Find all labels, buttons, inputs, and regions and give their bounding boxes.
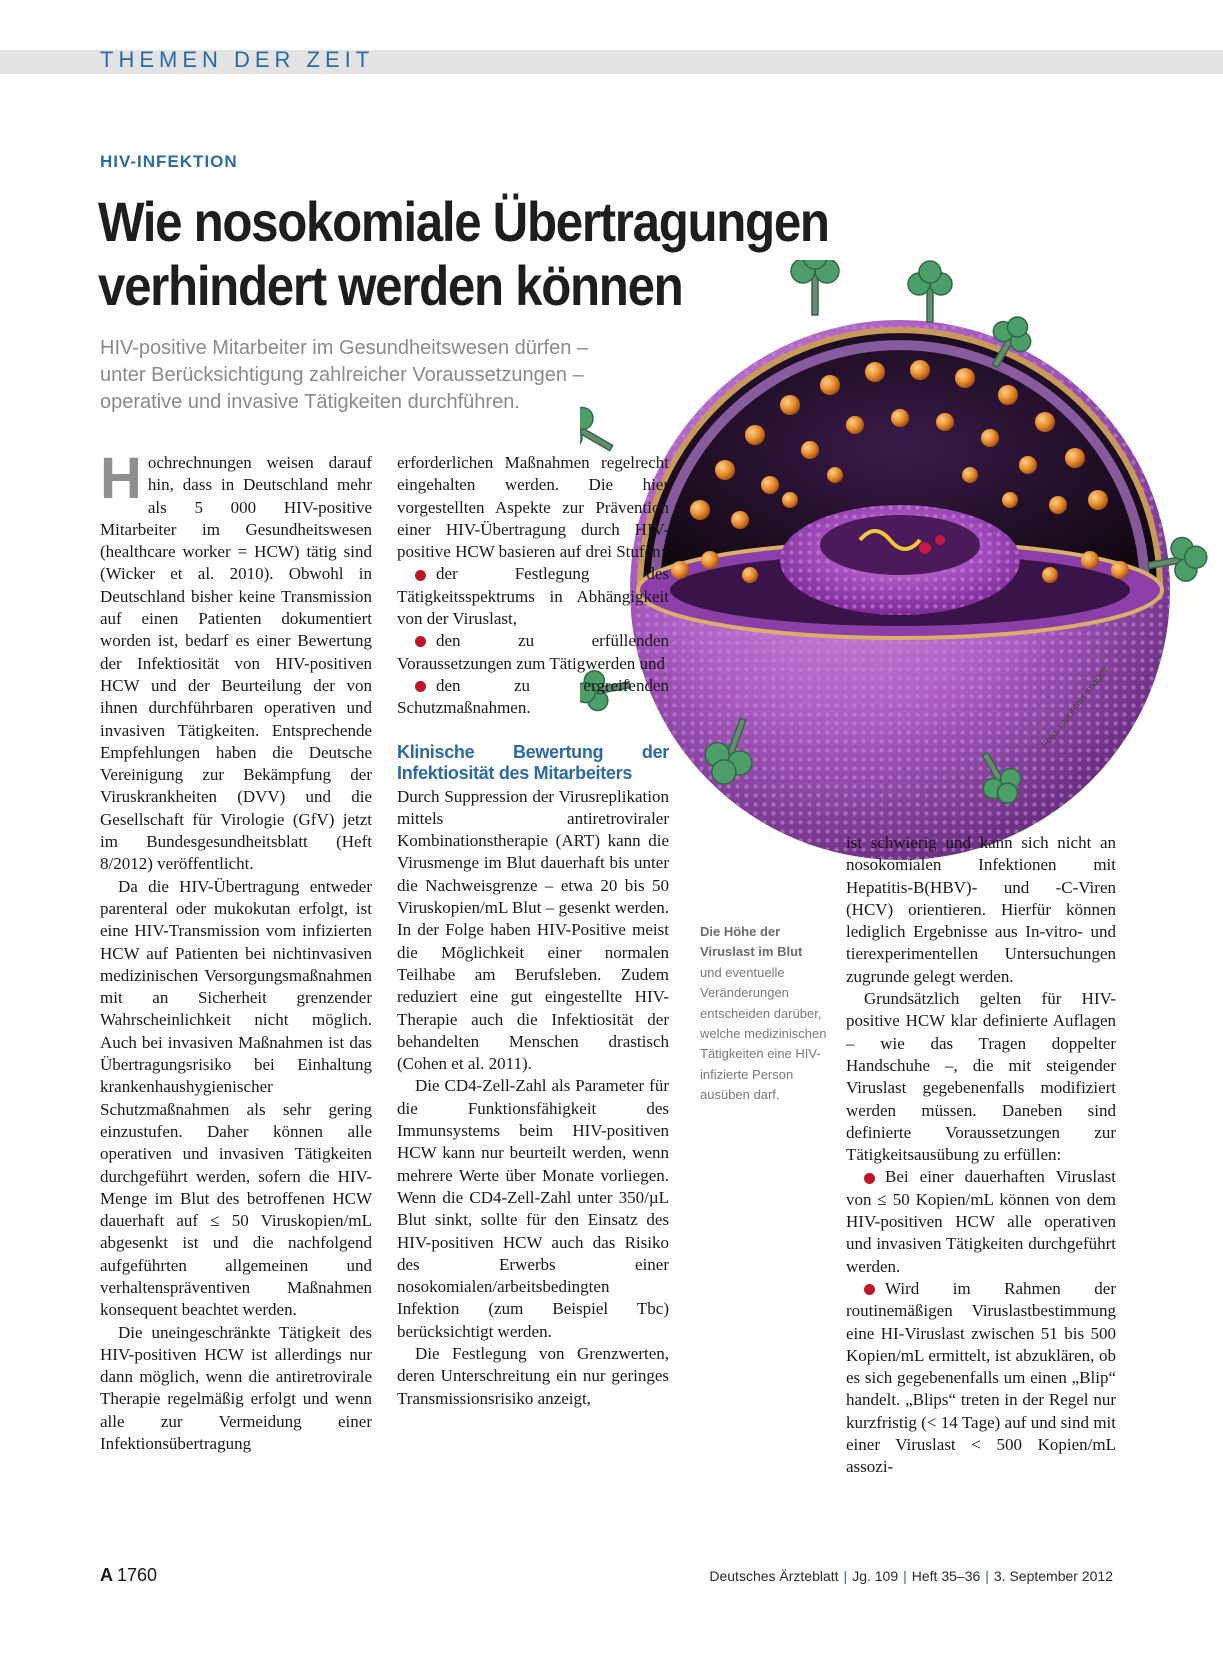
hiv-virus-illustration — [580, 260, 1220, 880]
col1-paragraph-3: Die uneingeschränkte Tätigkeit des HIV-positiven HCW ist allerdings nur dann möglich, wenn die antiretrovirale Therapie regelmäßig erfolgt und wenn alle zur Vermeidung einer Infektionsübertragung — [100, 1322, 372, 1454]
bullet-dot-icon — [415, 681, 426, 692]
col1-paragraph-1 — [100, 446, 372, 876]
footer-separator: | — [985, 1568, 989, 1584]
journal-volume: Jg. 109 — [852, 1568, 899, 1584]
column-2 — [397, 452, 669, 1410]
drop-cap: H — [100, 446, 142, 511]
folio-number: 1760 — [117, 1565, 158, 1585]
headline-line-2: verhindert werden können — [98, 254, 683, 317]
column-3 — [846, 832, 1116, 1479]
caption-text: und eventuelle Veränderungen entscheiden darüber, welche medizinischen Tätigkeiten eine HIV-infizierte Person ausüben darf. — [700, 964, 827, 1103]
col2-paragraph-2: Durch Suppression der Virusreplikation mittels antiretroviraler Kombinationstherapie (ART) kann die Virusmenge im Blut dauerhaft bis unter die Nachweisgrenze – etwa 20 bis 50 Viruskopien/mL Blut – gesenkt werden. In der Folge haben HIV-Positive meist die Möglichkeit einer normalen Teilhabe am Berufsleben. Zudem reduziert eine gut eingestellte HIV-Therapie auch die Infektiosität der behandelten Menschen drastisch (Cohen et al. 2011). — [397, 786, 669, 1074]
kicker: HIV-INFEKTION — [100, 152, 238, 171]
footer-citation — [709, 1568, 1113, 1584]
section-subheading: Klinische Bewertung der Infektiosität des Mitarbeiters — [397, 741, 669, 783]
journal-issue: Heft 35–36 — [911, 1568, 981, 1584]
image-caption — [700, 922, 835, 1106]
bullet-item — [846, 1166, 1116, 1277]
subhead-line-2: unter Berücksichtigung zahlreicher Voraussetzungen – — [100, 364, 584, 386]
bullet-text: Bei einer dauerhaften Viruslast von ≤ 50 Kopien/mL können von dem HIV-positiven HCW alle operativen und invasiven Tätigkeiten durchgeführt werden. — [846, 1167, 1116, 1276]
subhead-line-1: HIV-positive Mitarbeiter im Gesundheitswesen dürfen – — [100, 337, 589, 359]
subhead-line-3: operative und invasive Tätigkeiten durchführen. — [100, 391, 520, 413]
bullet-dot-icon — [864, 1173, 875, 1184]
bullet-item — [397, 563, 669, 630]
page-number — [100, 1565, 157, 1586]
headline-line-1: Wie nosokomiale Übertragungen — [98, 190, 829, 253]
caption-bold: Die Höhe der Viruslast im Blut — [700, 924, 803, 960]
column-1 — [100, 446, 372, 1455]
bullet-item — [397, 630, 669, 675]
journal-name: Deutsches Ärzteblatt — [709, 1568, 839, 1584]
bullet-dot-icon — [864, 1284, 875, 1295]
folio-letter: A — [100, 1565, 113, 1585]
col1-paragraph-2: Da die HIV-Übertragung entweder parenteral oder mukokutan erfolgt, ist eine HIV-Transmission vom infizierten HCW auf Patienten bei nichtinvasiven medizinischen Versorgungsmaßnahmen mit an Sicherheit grenzender Wahrscheinlichkeit nicht möglich. Auch bei invasiven Maßnahmen ist das Übertragungsrisiko bei Einhaltung krankenhaushygienischer Schutzmaßnahmen als sehr gering einzustufen. Daher können alle operativen und invasiven Tätigkeiten durchgeführt werden, sofern die HIV-Menge im Blut des betroffenen HCW dauerhaft auf ≤ 50 Viruskopien/mL abgesenkt ist und die nachfolgend aufgeführten allgemeinen und verhaltenspräventiven Maßnahmen konsequent beachtet werden. — [100, 876, 372, 1320]
footer-separator: | — [843, 1568, 848, 1584]
bullet-dot-icon — [415, 570, 426, 581]
col2-paragraph-3: Die CD4-Zell-Zahl als Parameter für die Funktionsfähigkeit des Immunsystems beim HIV-positiven HCW kann nur beurteilt werden, wenn mehrere Werte über Monate vorliegen. Wenn die CD4-Zell-Zahl unter 350/µL Blut sinkt, sollte für den Einsatz des HIV-positiven HCW auch das Risiko des Erwerbs einer nosokomialen/arbeitsbedingten Infektion (zum Beispiel Tbc) berücksichtigt werden. — [397, 1076, 669, 1341]
col1-paragraph-1-text: ochrechnungen weisen darauf hin, dass in Deutschland mehr als 5 000 HIV-positive Mitarbeiter im Gesundheitswesen (healthcare worker = HCW) tätig sind (Wicker et al. 2010). Obwohl in Deutschland bisher keine Transmission auf einen Patienten dokumentiert worden ist, bedarf es einer Bewertung der Infektiosität von HIV-positiven HCW und der Beurteilung der von ihnen durchführbaren operativen und invasiven Tätigkeiten. Entsprechende Empfehlungen haben die Deutsche Vereinigung zur Bekämpfung der Viruskrankheiten (DVV) und die Gesellschaft für Virologie (GfV) jetzt im Bundesgesundheitsblatt (Heft 8/2012) veröffentlicht. — [100, 453, 372, 874]
photo-credit: Foto: mauritius images — [1040, 664, 1111, 751]
bullet-text: den zu erfüllenden Voraussetzungen zum Tätigwerden und — [397, 631, 669, 673]
bullet-item — [846, 1278, 1116, 1479]
col3-paragraph-2: Grundsätzlich gelten für HIV-positive HCW klar definierte Auflagen – wie das Tragen doppelter Handschuhe –, die mit steigender Viruslast gegebenenfalls modifiziert werden müssen. Daneben sind definierte Voraussetzungen zur Tätigkeitsausübung zu erfüllen: — [846, 989, 1116, 1165]
bullet-dot-icon — [415, 636, 426, 647]
col2-paragraph-1: erforderlichen Maßnahmen regelrecht eingehalten werden. Die hier vorgestellten Aspekte zur Prävention einer HIV-Übertragung durch HIV-positive HCW basieren auf drei Stufen: — [397, 453, 669, 562]
col3-paragraph-1: ist schwierig und kann sich nicht an nosokomialen Infektionen mit Hepatitis-B(HBV)- und -C-Viren (HCV) orientieren. Hierfür können lediglich Ergebnisse aus In-vitro- und tierexperimentellen Untersuchungen zugrunde gelegt werden. — [846, 833, 1116, 986]
bullet-text: den zu ergreifenden Schutzmaßnahmen. — [397, 675, 669, 718]
bullet-text: der Festlegung des Tätigkeitsspektrums in Abhängigkeit von der Viruslast, — [397, 564, 669, 629]
footer-separator: | — [903, 1568, 907, 1584]
col2-paragraph-4: Die Festlegung von Grenzwerten, deren Unterschreitung ein nur geringes Transmissionsrisiko anzeigt, — [397, 1343, 669, 1408]
journal-date: 3. September 2012 — [993, 1568, 1113, 1584]
bullet-item — [397, 675, 669, 720]
bullet-text: Wird im Rahmen der routinemäßigen Viruslastbestimmung eine HI-Viruslast zwischen 51 bis 500 Kopien/mL ermittelt, ist abzuklären, ob es sich gegebenenfalls um einen „Blip“ handelt. „Blips“ treten in der Regel nur kurzfristig (< 14 Tage) auf und sind mit einer Viruslast < 500 Kopien/mL assozi- — [846, 1278, 1116, 1477]
section-label: THEMEN DER ZEIT — [100, 47, 375, 72]
